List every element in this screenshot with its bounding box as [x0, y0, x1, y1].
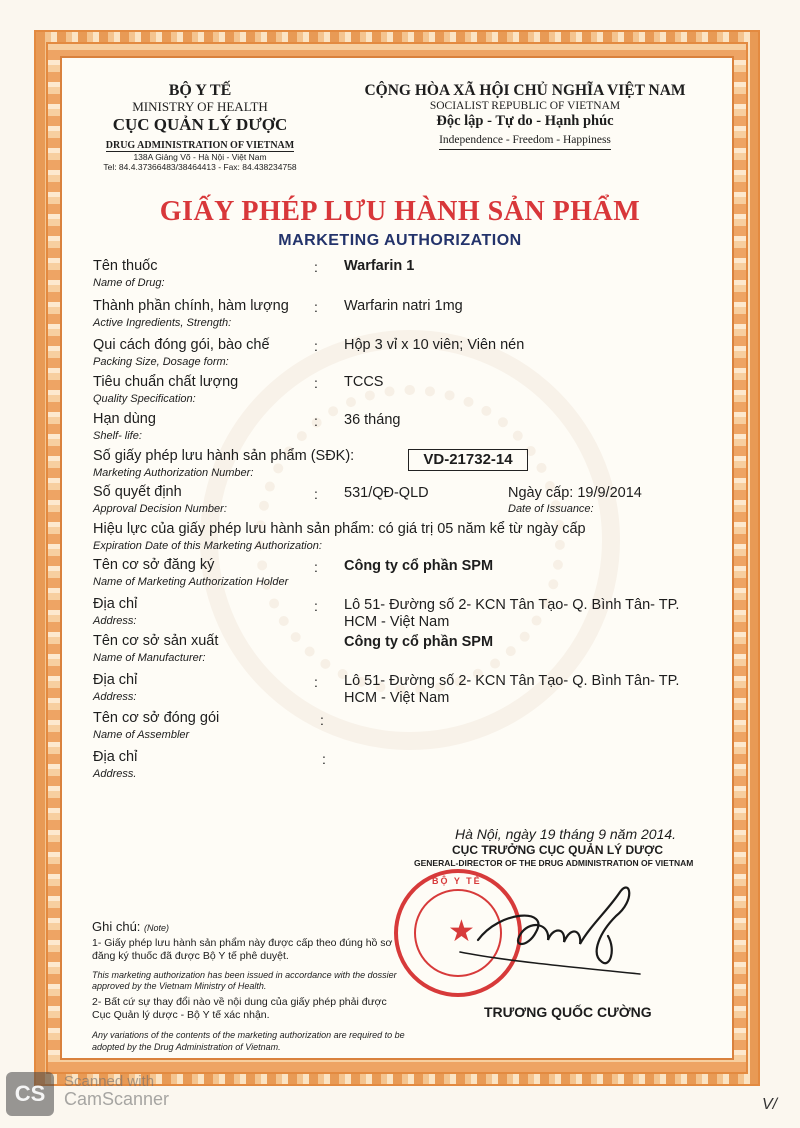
assembler-label-en: Name of Assembler — [93, 729, 190, 741]
camscanner-line2: CamScanner — [64, 1088, 170, 1109]
manufacturer-label-en: Name of Manufacturer: — [93, 652, 206, 664]
quality-value: TCCS — [344, 374, 384, 390]
holder-value: Công ty cổ phần SPM — [344, 558, 494, 574]
packing-value: Hộp 3 vỉ x 10 viên; Viên nén — [344, 337, 525, 353]
holder-colon: : — [314, 559, 318, 575]
decision-label: Số quyết định — [93, 484, 182, 500]
quality-label-en: Quality Specification: — [93, 393, 196, 405]
department-address: 138A Giảng Võ - Hà Nội - Việt Nam — [133, 152, 267, 163]
ma-number-label-en: Marketing Authorization Number: — [93, 467, 254, 479]
assembler-address-colon: : — [322, 751, 326, 767]
note2-en-line2: adopted by the Drug Administration of Vietnam. — [92, 1042, 281, 1052]
assembler-label: Tên cơ sở đóng gói — [93, 710, 220, 726]
place-date: Hà Nội, ngày 19 tháng 9 năm 2014. — [455, 826, 677, 842]
signatory-title-en: GENERAL-DIRECTOR OF THE DRUG ADMINISTRATION OF VIETNAM — [414, 858, 694, 868]
drug-name-label-en: Name of Drug: — [93, 277, 165, 289]
decision-colon: : — [314, 486, 318, 502]
expiry-label-en: Expiration Date of this Marketing Authorization: — [93, 540, 322, 552]
shelf-life-value: 36 tháng — [344, 412, 401, 428]
note1-vn-line1: 1- Giấy phép lưu hành sản phẩm này được cấp theo đúng hồ sơ — [92, 937, 393, 949]
notes-heading — [92, 919, 169, 934]
drug-name-label: Tên thuốc — [93, 258, 158, 274]
shelf-life-label: Hạn dùng — [93, 411, 156, 427]
packing-label-en: Packing Size, Dosage form: — [93, 356, 229, 368]
decision-label-en: Approval Decision Number: — [93, 503, 227, 515]
manufacturer-address-label-en: Address: — [93, 691, 137, 703]
handwritten-signature — [440, 870, 660, 980]
ma-number-value: VD-21732-14 — [408, 449, 528, 471]
drug-name-value: Warfarin 1 — [344, 258, 415, 274]
packing-label: Qui cách đóng gói, bào chế — [93, 337, 270, 353]
department-contact: Tel: 84.4.37366483/38464413 - Fax: 84.438234758 — [103, 162, 297, 173]
manufacturer-address-label: Địa chỉ — [93, 672, 138, 688]
note1-en-line2: approved by the Vietnam Ministry of Health. — [92, 981, 267, 991]
manufacturer-address-colon: : — [314, 674, 318, 690]
assembler-colon: : — [320, 712, 324, 728]
department-vn: CỤC QUẢN LÝ DƯỢC — [112, 115, 288, 135]
signatory-title-vn: CỤC TRƯỞNG CỤC QUẢN LÝ DƯỢC — [452, 843, 664, 857]
republic-vn: CỘNG HÒA XÃ HỘI CHỦ NGHĨA VIỆT NAM — [364, 82, 686, 99]
shelf-life-colon: : — [314, 413, 318, 429]
decision-value: 531/QĐ-QLD — [344, 485, 429, 501]
manufacturer-value: Công ty cổ phần SPM — [344, 634, 494, 650]
shelf-life-label-en: Shelf- life: — [93, 430, 142, 442]
packing-colon: : — [314, 338, 318, 354]
header-right — [345, 82, 705, 150]
assembler-address-label: Địa chỉ — [93, 749, 138, 765]
ministry-en: MINISTRY OF HEALTH — [132, 99, 268, 115]
motto-vn: Độc lập - Tự do - Hạnh phúc — [436, 113, 614, 130]
manufacturer-label: Tên cơ sở sản xuất — [93, 633, 219, 649]
holder-address-label-en: Address: — [93, 615, 137, 627]
ma-number-label: Số giấy phép lưu hành sản phẩm (SĐK): — [93, 448, 355, 464]
camscanner-line1: Scanned with — [64, 1073, 155, 1090]
expiry-label: Hiệu lực của giấy phép lưu hành sản phẩm: có giá trị 05 năm kể từ ngày cấp — [93, 521, 586, 537]
ingredients-colon: : — [314, 299, 318, 315]
note1-en-line1: This marketing authorization has been issued in accordance with the dossier — [92, 970, 397, 980]
manufacturer-address-line2: HCM - Việt Nam — [344, 690, 450, 706]
corner-mark: V/ — [762, 1096, 778, 1113]
ingredients-label-en: Active Ingredients, Strength: — [93, 317, 232, 329]
motto-en: Independence - Freedom - Happiness — [439, 134, 611, 150]
republic-en: SOCIALIST REPUBLIC OF VIETNAM — [429, 99, 621, 112]
signatory-name: TRƯƠNG QUỐC CƯỜNG — [484, 1004, 652, 1020]
document-subtitle: MARKETING AUTHORIZATION — [278, 232, 522, 249]
notes-heading-en: (Note) — [144, 923, 170, 933]
drug-name-colon: : — [314, 259, 318, 275]
note2-vn-line1: 2- Bất cứ sự thay đổi nào về nội dung của giấy phép phải được — [92, 996, 387, 1008]
note1-vn-line2: đăng ký thuốc đã được Bộ Y tế phê duyệt. — [92, 950, 289, 962]
camscanner-watermark — [64, 1074, 169, 1109]
issue-date: Ngày cấp: 19/9/2014 — [508, 485, 642, 501]
issue-date-label-en: Date of Issuance: — [508, 503, 594, 515]
note2-vn-line2: Cục Quản lý dược - Bộ Y tế xác nhận. — [92, 1009, 270, 1021]
document-title: GIẤY PHÉP LƯU HÀNH SẢN PHẨM — [159, 196, 641, 227]
official-stamp-text: BỘ Y TẾ — [432, 876, 482, 886]
notes-heading-vn: Ghi chú: — [92, 919, 141, 934]
ingredients-value: Warfarin natri 1mg — [344, 298, 463, 314]
ingredients-label: Thành phần chính, hàm lượng — [93, 298, 289, 314]
holder-label: Tên cơ sở đăng ký — [93, 557, 215, 573]
holder-address-line1: Lô 51- Đường số 2- KCN Tân Tạo- Q. Bình Tân- TP. — [344, 597, 680, 613]
assembler-address-label-en: Address. — [93, 768, 137, 780]
quality-colon: : — [314, 375, 318, 391]
quality-label: Tiêu chuẩn chất lượng — [93, 374, 239, 390]
holder-address-colon: : — [314, 598, 318, 614]
header-left — [80, 82, 320, 173]
holder-address-line2: HCM - Việt Nam — [344, 614, 450, 630]
stamp-star-icon: ★ — [448, 915, 475, 948]
department-en: DRUG ADMINISTRATION OF VIETNAM — [105, 139, 295, 151]
camscanner-logo-icon: CS — [6, 1072, 54, 1116]
holder-address-label: Địa chỉ — [93, 596, 138, 612]
ministry-vn: BỘ Y TẾ — [168, 82, 232, 99]
holder-label-en: Name of Marketing Authorization Holder — [93, 576, 289, 588]
note2-en-line1: Any variations of the contents of the marketing authorization are required to be — [92, 1030, 405, 1040]
manufacturer-address-line1: Lô 51- Đường số 2- KCN Tân Tạo- Q. Bình Tân- TP. — [344, 673, 680, 689]
